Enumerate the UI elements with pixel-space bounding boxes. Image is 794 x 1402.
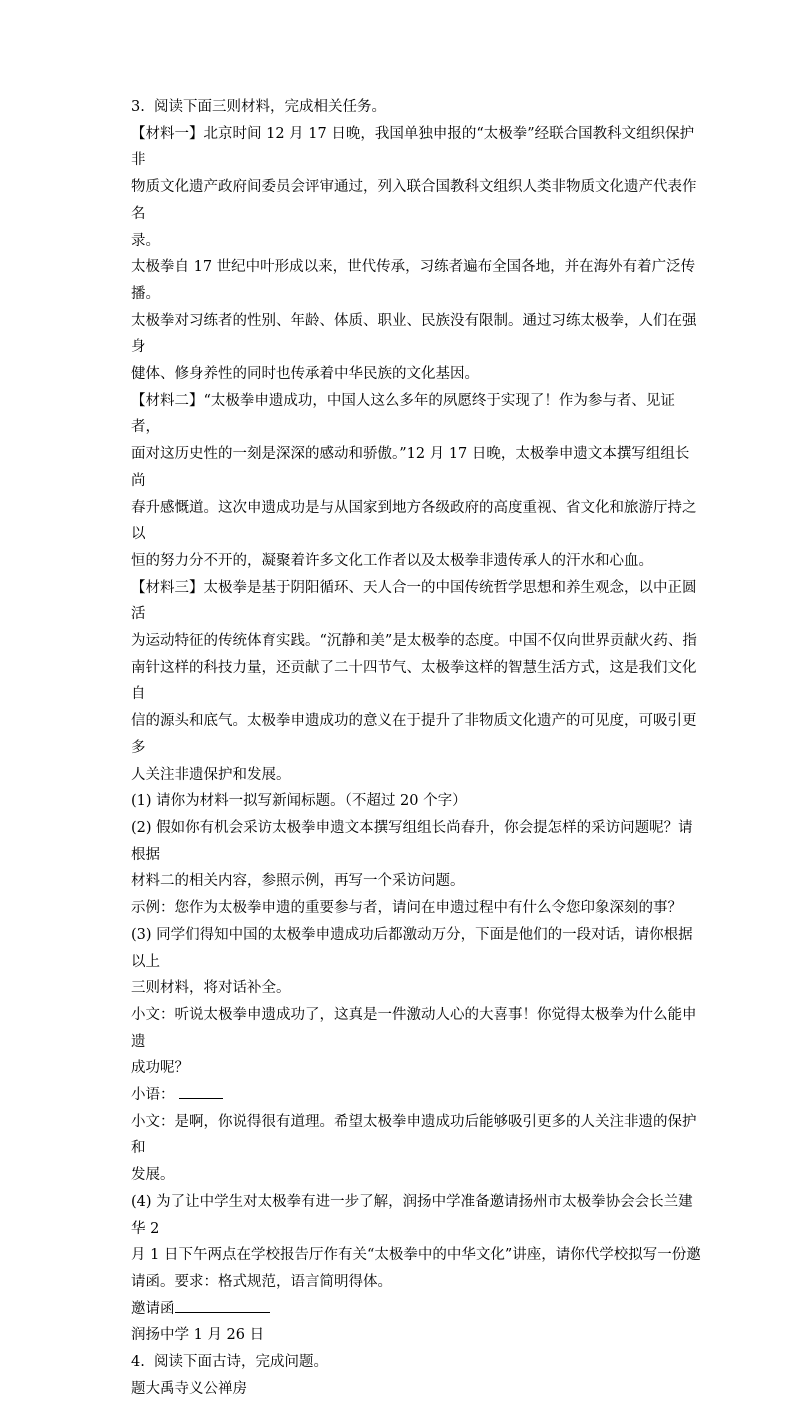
material-1-line: 录。: [131, 232, 160, 249]
dialogue-line: 发展。: [131, 1167, 175, 1184]
material-2-line: 面对这历史性的一刻是深深的感动和骄傲。”12 月 17 日晚，太极拳申遗文本撰写组组长尚: [131, 446, 690, 489]
invitation-blank[interactable]: [175, 1296, 270, 1313]
dialogue-answer-line: [131, 1082, 703, 1109]
sub-question-4: (4) 为了让中学生对太极拳有进一步了解，润扬中学准备邀请扬州市太极拳协会会长兰建华 2: [131, 1193, 693, 1237]
material-2-line: 【材料二】“太极拳申遗成功，中国人这么多年的夙愿终于实现了！作为参与者、见证者，: [131, 392, 675, 436]
document-page: [131, 94, 703, 1402]
material-3-line: 为运动特征的传统体育实践。“沉静和美”是太极拳的态度。中国不仅向世界贡献火药、指: [131, 633, 697, 650]
sub-question-2: 材料二的相关内容，参照示例，再写一个采访问题。: [131, 873, 465, 890]
invitation-label: 邀请函: [131, 1300, 175, 1317]
material-3-line: 南针这样的科技力量，还贡献了二十四节气、太极拳这样的智慧生活方式，这是我们文化自: [131, 659, 697, 703]
material-2-line: 恒的努力分不开的，凝聚着许多文化工作者以及太极拳非遗传承人的汗水和心血。: [131, 552, 653, 569]
sub-question-2: (2) 假如你有机会采访太极拳申遗文本撰写组组长尚春升，你会提怎样的采访问题呢？请根据: [131, 819, 693, 863]
example-line: 示例：您作为太极拳申遗的重要参与者，请问在申遗过程中有什么令您印象深刻的事？: [131, 900, 682, 917]
material-3-line: 【材料三】太极拳是基于阴阳循环、天人合一的中国传统哲学思想和养生观念，以中正圆活: [131, 579, 697, 623]
material-1-line: 物质文化遗产政府间委员会评审通过，列入联合国教科文组织人类非物质文化遗产代表作名: [131, 179, 697, 222]
poem-title: 题大禹寺义公禅房: [131, 1380, 247, 1397]
material-1-line: 太极拳对习练者的性别、年龄、体质、职业、民族没有限制。通过习练太极拳，人们在强身: [131, 312, 697, 356]
sub-question-4: 月 1 日下午两点在学校报告厅作有关“太极拳中的中华文化”讲座，请你代学校拟写一份邀: [131, 1247, 701, 1264]
dialogue-line: 小文：是啊，你说得很有道理。希望太极拳申遗成功后能够吸引更多的人关注非遗的保护和: [131, 1113, 697, 1157]
speaker-label: 小语：: [131, 1087, 175, 1104]
sub-question-4: 请函。要求：格式规范，语言简明得体。: [131, 1273, 392, 1290]
dialogue-line: 小文：听说太极拳申遗成功了，这真是一件激动人心的大喜事！你觉得太极拳为什么能申遗: [131, 1006, 697, 1050]
sub-question-1: (1) 请你为材料一拟写新闻标题。（不超过 20 个字）: [131, 793, 467, 810]
sub-question-3: (3) 同学们得知中国的太极拳申遗成功后都激动万分，下面是他们的一段对话，请你根据以上: [131, 926, 693, 970]
material-3-line: 信的源头和底气。太极拳申遗成功的意义在于提升了非物质文化遗产的可见度，可吸引更多: [131, 713, 697, 756]
invitation-title-line: [131, 1296, 703, 1323]
question-4-prompt: 4. 阅读下面古诗，完成问题。: [131, 1354, 329, 1371]
answer-blank[interactable]: [179, 1082, 223, 1099]
material-1-line: 【材料一】北京时间 12 月 17 日晚，我国单独申报的“太极拳”经联合国教科文组织保护非: [131, 125, 695, 169]
invitation-signature: 润扬中学 1 月 26 日: [131, 1327, 265, 1344]
material-1-line: 太极拳自 17 世纪中叶形成以来，世代传承，习练者遍布全国各地，并在海外有着广泛传播。: [131, 259, 696, 302]
sub-question-3: 三则材料，将对话补全。: [131, 980, 291, 997]
material-1-line: 健体、修身养性的同时也传承着中华民族的文化基因。: [131, 366, 479, 383]
material-3-line: 人关注非遗保护和发展。: [131, 766, 291, 783]
dialogue-line: 成功呢？: [131, 1060, 189, 1077]
question-3-prompt: 3. 阅读下面三则材料，完成相关任务。: [131, 99, 387, 115]
material-2-line: 春升感慨道。这次申遗成功是与从国家到地方各级政府的高度重视、省文化和旅游厅持之以: [131, 499, 697, 543]
